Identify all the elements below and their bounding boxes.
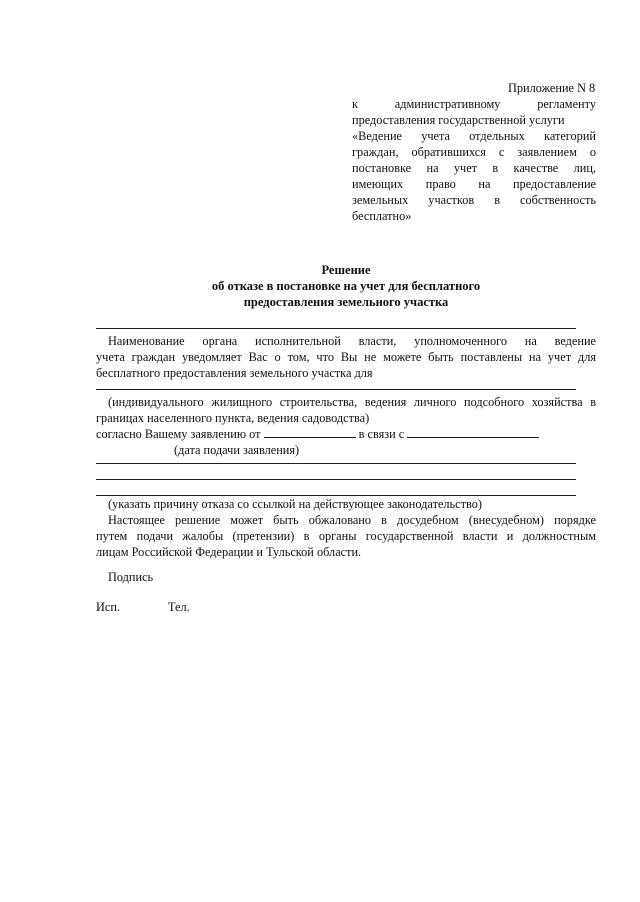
document-subtitle: предоставления земельного участка	[243, 295, 449, 309]
appendix-line: граждан, обратившихся с заявлением о	[352, 145, 596, 159]
reason-label: в связи с	[358, 427, 405, 441]
appeal-text: лицам Российской Федерации и Тульской области.	[96, 545, 362, 559]
signature-label: Подпись	[108, 570, 154, 584]
appendix-line: предоставления государственной услуги	[352, 113, 565, 127]
reason-blank-line	[96, 463, 576, 464]
notice-text: бесплатного предоставления земельного участка для	[96, 366, 373, 380]
appendix-line: имеющих право на предоставление	[352, 177, 596, 191]
appendix-line: земельных участков в собственность	[352, 193, 596, 207]
notice-text: учета граждан уведомляет Вас о том, что Вы не можете быть поставлены на учет для	[96, 350, 596, 364]
phone-label: Тел.	[168, 600, 190, 614]
authority-name-blank	[96, 328, 576, 329]
appeal-text: Настоящее решение может быть обжаловано в досудебном (внесудебном) порядке	[108, 513, 596, 527]
executor-label: Исп.	[96, 600, 120, 614]
application-date-caption: (дата подачи заявления)	[174, 443, 300, 457]
appeal-text: путем подачи жалобы (претензии) в органы государственной власти и должностным	[96, 529, 596, 543]
reason-blank-line	[96, 479, 576, 480]
document-subtitle: об отказе в постановке на учет для бесплатного	[211, 279, 481, 293]
application-line	[96, 426, 539, 442]
reason-blank	[407, 426, 539, 438]
purpose-blank	[96, 389, 576, 390]
appendix-title: Приложение N 8	[508, 81, 596, 95]
reason-caption: (указать причину отказа со ссылкой на действующее законодательство)	[108, 497, 482, 511]
purpose-caption: (индивидуального жилищного строительства, ведения личного подсобного хозяйства в	[108, 395, 596, 409]
application-date-label: согласно Вашему заявлению от	[96, 427, 261, 441]
appendix-line: бесплатно»	[352, 209, 412, 223]
application-date-blank	[264, 426, 356, 438]
notice-text: Наименование органа исполнительной власти, уполномоченного на ведение	[108, 334, 596, 348]
purpose-caption: границах населенного пункта, ведения садоводства)	[96, 411, 370, 425]
appendix-line: к административному регламенту	[352, 97, 596, 111]
appendix-line: «Ведение учета отдельных категорий	[352, 129, 596, 143]
appendix-line: постановке на учет в качестве лиц,	[352, 161, 596, 175]
document-title: Решение	[321, 263, 371, 277]
